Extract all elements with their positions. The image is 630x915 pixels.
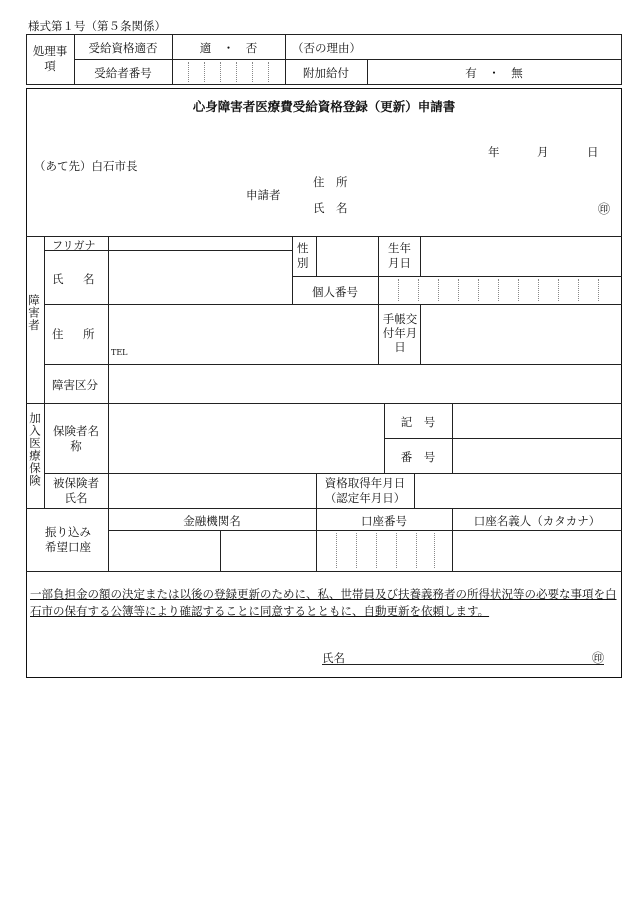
sex-input[interactable] <box>318 238 376 274</box>
disabled-person-header: 障害者 <box>27 294 41 332</box>
account-holder-input[interactable] <box>454 532 620 569</box>
furigana-label: フリガナ <box>52 239 96 252</box>
addressee: （あて先）白石市長 <box>34 159 138 173</box>
insurer-name-label: 保険者名称 <box>53 424 99 453</box>
individual-number-input[interactable] <box>380 278 620 302</box>
date-day-label: 日 <box>587 145 599 159</box>
processing-header: 処理事項 <box>32 44 68 73</box>
applicant-name-input[interactable] <box>372 196 582 214</box>
disabled-address-input[interactable] <box>110 306 376 346</box>
form-number: 様式第１号（第５条関係） <box>28 19 166 33</box>
insured-name-input[interactable] <box>110 475 314 506</box>
recipient-number-label: 受給者番号 <box>94 66 152 80</box>
furigana-input[interactable] <box>110 238 290 249</box>
applicant-label: 申請者 <box>246 188 281 202</box>
applicant-address-input[interactable] <box>372 170 602 188</box>
acquired-date-label: 資格取得年月日 <box>324 476 406 490</box>
handbook-issue-date-label: 手帳交付年月日 <box>382 312 418 354</box>
account-holder-label: 口座名義人（カタカナ） <box>473 514 601 528</box>
branch-name-input[interactable] <box>222 532 314 569</box>
insurer-name-input[interactable] <box>110 405 382 471</box>
disabled-address-label: 住 所 <box>52 327 99 341</box>
disability-category-input[interactable] <box>110 366 620 401</box>
number-input[interactable] <box>454 440 620 471</box>
consent-seal-icon: ㊞ <box>592 651 605 665</box>
sex-label: 性別 <box>297 241 309 270</box>
bank-name-input[interactable] <box>110 532 218 569</box>
tel-label: TEL <box>111 348 128 357</box>
rejection-reason-label: （否の理由） <box>292 41 361 55</box>
tel-input[interactable] <box>126 346 376 362</box>
bank-header: 振り込み希望口座 <box>45 525 91 554</box>
symbol-input[interactable] <box>454 405 620 436</box>
acquired-date-note: （認定年月日） <box>324 491 406 505</box>
applicant-name-label: 氏 名 <box>313 201 348 215</box>
birth-date-label: 生年月日 <box>388 241 411 270</box>
form-title: 心身障害者医療費受給資格登録（更新）申請書 <box>192 99 456 114</box>
supplement-value[interactable]: 有 ・ 無 <box>465 66 523 80</box>
consent-name-label: 氏名 <box>322 651 345 665</box>
disabled-name-input[interactable] <box>110 252 290 302</box>
applicant-address-label: 住 所 <box>313 175 348 189</box>
institution-label: 金融機関名 <box>183 514 241 528</box>
insurance-header: 加入医療保険 <box>28 412 42 487</box>
handbook-issue-date-input[interactable] <box>422 306 620 362</box>
eligibility-value[interactable]: 適 ・ 否 <box>199 41 258 55</box>
birth-date-input[interactable] <box>422 238 620 274</box>
date-year-label: 年 <box>488 145 500 159</box>
individual-number-label: 個人番号 <box>312 285 358 299</box>
account-number-input[interactable] <box>318 532 450 569</box>
symbol-label: 記 号 <box>400 415 436 429</box>
consent-name-underline <box>322 664 604 665</box>
consent-name-input[interactable] <box>350 646 586 664</box>
supplement-label: 附加給付 <box>303 66 349 80</box>
account-number-label: 口座番号 <box>361 514 407 528</box>
acquired-date-input[interactable] <box>416 475 620 506</box>
date-month-label: 月 <box>537 145 549 159</box>
consent-text: 一部負担金の額の決定または以後の登録更新のために、私、世帯員及び扶養義務者の所得状況等の必要な事項を白石市の保有する公簿等により確認することに同意するとともに、自動更新を依頼します。 <box>30 587 617 618</box>
number-label: 番 号 <box>400 450 436 464</box>
disability-category-label: 障害区分 <box>52 378 98 392</box>
disabled-name-label: 氏 名 <box>52 272 99 286</box>
applicant-seal-icon: ㊞ <box>598 202 611 216</box>
insured-name-label: 被保険者氏名 <box>53 476 99 505</box>
eligibility-label: 受給資格適否 <box>88 41 158 55</box>
